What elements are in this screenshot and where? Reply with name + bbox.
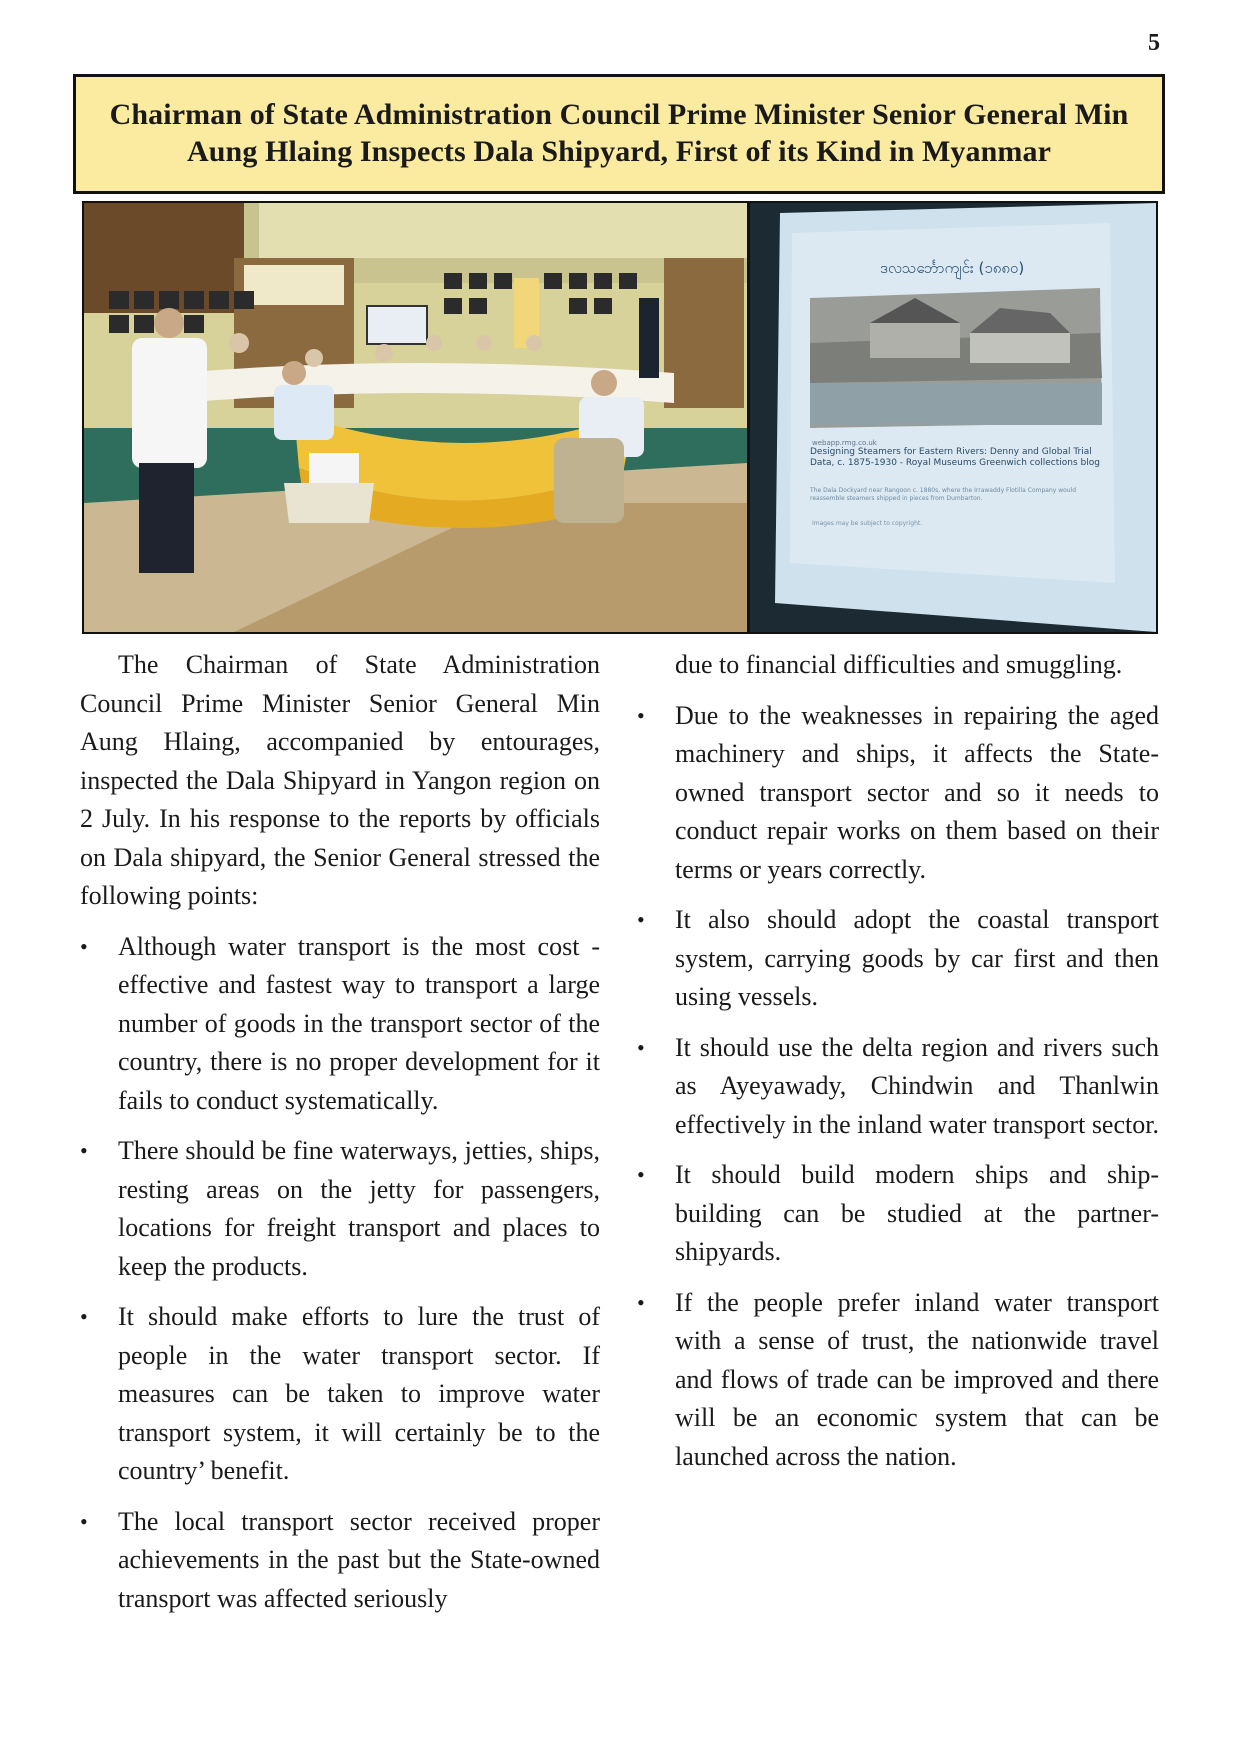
list-item: • It also should adopt the coastal transport system, carrying goods by car first and then using vessels.: [637, 901, 1159, 1017]
left-column: [80, 646, 600, 1630]
list-item: • Due to the weaknesses in repairing the aged machinery and ships, it affects the State-owned transport sector and so it needs to conduct repair works on them based on their terms or years correctly.: [637, 697, 1159, 890]
bullet-icon: •: [80, 933, 88, 959]
slide-source: webapp.rmg.co.uk: [812, 439, 877, 447]
list-item: • Although water transport is the most cost -effective and fastest way to transport a large number of goods in the transport sector of the country, there is no proper development for it fails to conduct systematically.: [80, 928, 600, 1121]
list-item: • It should use the delta region and rivers such as Ayeyawady, Chindwin and Thanlwin effectively in the inland water transport sector.: [637, 1029, 1159, 1145]
list-item: • There should be fine waterways, jetties, ships, resting areas on the jetty for passengers, locations for freight transport and places to keep the products.: [80, 1132, 600, 1286]
page-number: 5: [1148, 30, 1160, 56]
list-item: • If the people prefer inland water transport with a sense of trust, the nationwide travel and flows of trade can be improved and there will be an economic system that can be launched across the nation.: [637, 1284, 1159, 1477]
headline-box: [73, 74, 1165, 194]
photo-strip: [82, 201, 1158, 634]
slide-subcaption: The Dala Dockyard near Rangoon c. 1880s, where the Irrawaddy Flotilla Company would reassemble steamers shipped in pieces from Dumbarton.: [810, 487, 1077, 502]
continued-text: due to financial difficulties and smuggling.: [675, 650, 1123, 679]
projection-screen-photo: [750, 203, 1156, 632]
bullet-icon: •: [637, 1289, 645, 1315]
right-column: [637, 646, 1159, 1488]
headline: Chairman of State Administration Council Prime Minister Senior General Min Aung Hlaing Inspects Dala Shipyard, First of its Kind in Myanmar: [109, 98, 1129, 168]
bullet-icon: •: [637, 702, 645, 728]
slide-footer: Images may be subject to copyright.: [812, 520, 923, 527]
bullet-icon: •: [80, 1508, 88, 1534]
bullet-icon: •: [637, 1034, 645, 1060]
intro-paragraph: The Chairman of State Administration Council Prime Minister Senior General Min Aung Hlaing, accompanied by entourages, inspected the Dala Shipyard in Yangon region on 2 July. In his response to the reports by officials on Dala shipyard, the Senior General stressed the following points:: [80, 650, 600, 910]
bullet-icon: •: [80, 1138, 88, 1163]
list-item: • The local transport sector received proper achievements in the past but the State-owned transport was affected seriously: [80, 1503, 600, 1619]
meeting-room-photo: [84, 203, 747, 632]
slide-caption: Designing Steamers for Eastern Rivers: Denny and Global Trial Data, c. 1875-1930 - Royal Museums Greenwich collections blog: [810, 447, 1100, 468]
bullet-icon: •: [637, 1162, 645, 1187]
left-bullet-list: [80, 928, 600, 1619]
list-item: • It should build modern ships and ship-building can be studied at the partner-shipyards.: [637, 1156, 1159, 1272]
bullet-icon: •: [80, 1304, 88, 1329]
bullet-icon: •: [637, 907, 645, 932]
right-bullet-list: [637, 697, 1159, 1477]
list-item: • It should make efforts to lure the trust of people in the water transport sector. If measures can be taken to improve water transport system, it will certainly be to the country’ benefit.: [80, 1298, 600, 1491]
slide-title: ဒလသင်္ဘောကျင်း (၁၈၈၀): [880, 259, 1025, 277]
